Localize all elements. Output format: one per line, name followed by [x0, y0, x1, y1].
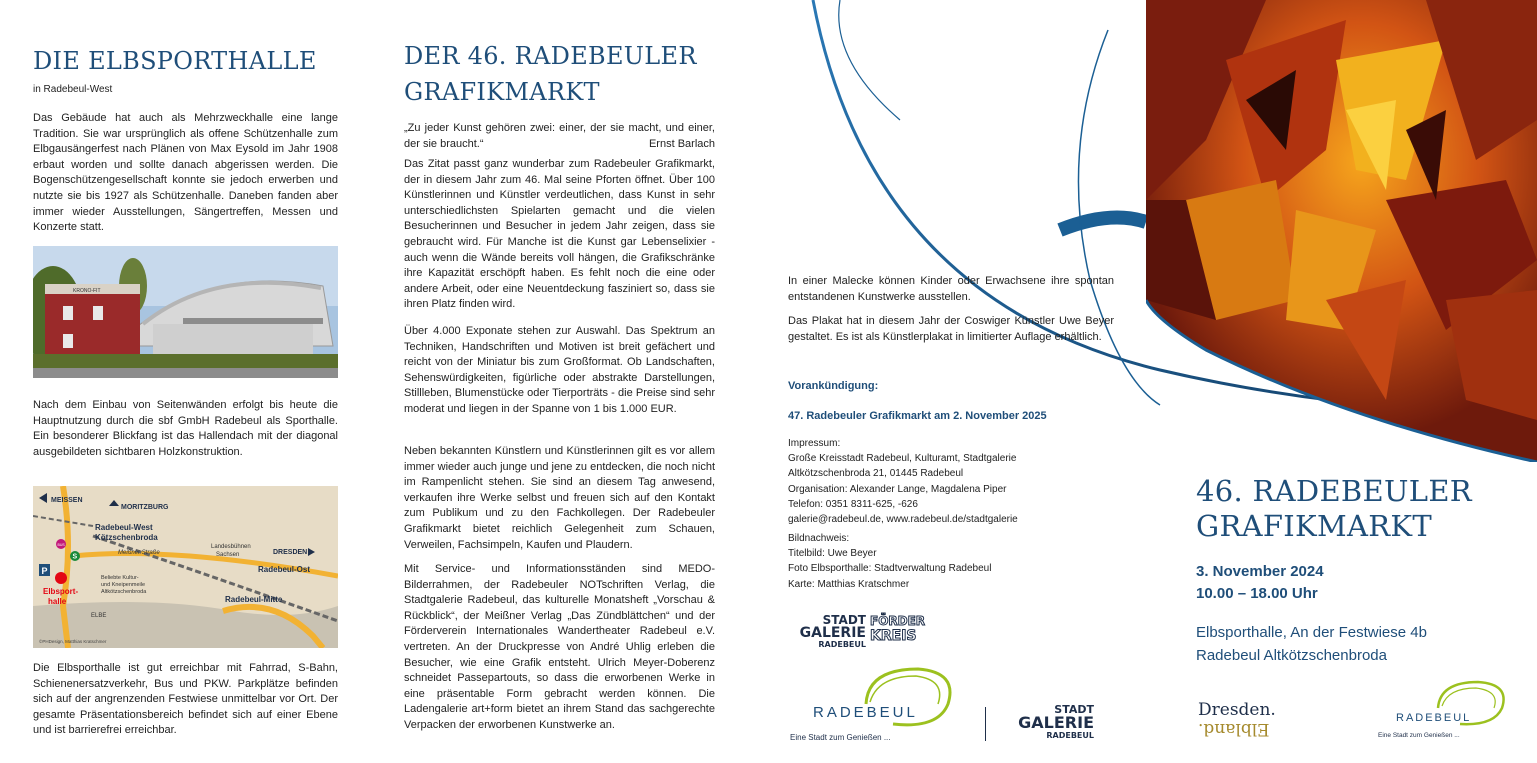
map-label-meissen: MEISSEN: [51, 497, 83, 504]
elbsporthalle-photo: [33, 246, 338, 378]
elbsporthalle-subtitle: in Radebeul-West: [33, 84, 113, 95]
grafikmarkt-title: DER 46. RADEBEULER GRAFIKMARKT: [404, 42, 697, 106]
photo-sign-text: KRONO-FIT: [73, 288, 101, 294]
impressum-line: galerie@radebeul.de, www.radebeul.de/stadtgalerie: [788, 514, 1018, 526]
impressum-line: Altkötzschenbroda 21, 01445 Radebeul: [788, 468, 964, 480]
svg-text:S: S: [72, 553, 78, 561]
map-label-radebeul-ost: Radebeul-Ost: [258, 565, 311, 574]
dresden-elbland-logo: [1196, 700, 1296, 742]
elbland-wordmark: Elbland.: [1198, 719, 1270, 739]
map-label-kultur-2: und Kneipenmeile: [101, 582, 146, 588]
elbsporthalle-title: DIE ELBSPORTHALLE: [33, 47, 317, 75]
logo-radebeul-text: RADEBEUL: [818, 640, 866, 649]
logo-galerie-text: GALERIE: [799, 625, 866, 641]
arc-small: [839, 0, 900, 120]
radebeul-wordmark: RADEBEUL: [1396, 712, 1472, 724]
cover-title: 46. RADEBEULER GRAFIKMARKT: [1196, 474, 1472, 543]
arc-band: [1060, 218, 1146, 231]
malecke-paragraph: In einer Malecke können Kinder oder Erwachsene ihre spontan entstandenen Kunstwerke ausstellen.: [788, 275, 1114, 303]
map-label-dresden: DRESDEN: [273, 549, 308, 556]
map-label-kultur-1: Beliebte Kultur-: [101, 575, 139, 581]
map-label-sachsen: Sachsen: [216, 552, 240, 558]
radebeul-logo-right: [1376, 678, 1516, 742]
impressum-block: [788, 436, 1118, 527]
logo-stadt-text: STADT: [822, 613, 866, 627]
map-label-meissner-strasse: Meißner Straße: [118, 550, 160, 556]
logo-foerder-text: FÖRDER: [870, 614, 926, 628]
bildnachweis-line: Titelbild: Uwe Beyer: [788, 548, 877, 560]
bildnachweis-line: Karte: Matthias Kratschmer: [788, 578, 910, 590]
radebeul-logo-middle: [788, 664, 963, 744]
radebeul-wordmark: RADEBEUL: [813, 704, 918, 721]
radebeul-tagline: Eine Stadt zum Genießen ...: [790, 733, 891, 742]
impressum-line: Impressum:: [788, 438, 841, 449]
elbsporthalle-history-paragraph: Das Gebäude hat auch als Mehrzweckhalle eine lange Tradition. Sie war ursprünglich als offene Schützenhalle zum Elbgausängerfest nach Plänen von Max Eysold im Jahr 1908 erbaut worden und sollte danach abgerissen werden. Die Bogenschützengesellschaft konnte sie jedoch erwerben und nutzte sie bis 1927 als Schützenhalle. Daneben fanden aber immer wieder Ausstellungen, Sängertreffen, Messen und Konzerte statt.: [33, 112, 338, 234]
stadtgalerie-foerderkreis-logo: [790, 614, 940, 654]
svg-text:BUS: BUS: [57, 543, 65, 547]
map-venue-marker: [55, 572, 67, 584]
preview-label: Vorankündigung:: [788, 380, 879, 392]
event-venue: [1196, 621, 1427, 667]
map-label-elbsporthalle-1: Elbsport-: [43, 587, 79, 596]
map-credit: ©PHDesign, Matthias Kratschmer: [39, 639, 107, 644]
venue-line-1: Elbsporthalle, An der Festwiese 4b: [1196, 624, 1427, 641]
grafikmarkt-artists-paragraph: Neben bekannten Künstlern und Künstlerinnen gilt es vor allem immer wieder auch junge und jene zu entdecken, die noch nicht im Rampenlicht stehen. Sie sind an diesem Tag anwesend, verkaufen ihre Werke selbst und freuen sich auf den Kontakt zum Publikum und zu den Fachkollegen. Der Radebeuler Grafikmarkt bietet reichlich Gelegenheit zum Schauen, Verweilen, Fachsimpeln, Kaufen und Plaudern.: [404, 445, 715, 551]
title-artwork: [1146, 0, 1537, 462]
logo-divider: [985, 707, 986, 741]
barlach-quote: [404, 121, 715, 152]
map-label-elbsporthalle-2: halle: [48, 597, 67, 606]
radebeul-tagline: Eine Stadt zum Genießen ...: [1378, 732, 1460, 739]
quote-text: „Zu jeder Kunst gehören zwei: einer, der sie macht, und einer, der sie braucht.“: [404, 122, 715, 150]
impressum-line: Organisation: Alexander Lange, Magdalena Piper: [788, 483, 1007, 495]
grafikmarkt-intro-paragraph: Das Zitat passt ganz wunderbar zum Radebeuler Grafikmarkt, der in diesem Jahr zum 46. Mal seine Pforten öffnet. Über 100 Künstlerinnen und Künstler verdeutlichen, dass Kunst in sehr unterschiedlichsten Spielarten gemacht und die vielen Besucherinnen und Besucher in jedem Jahr zeigen, dass sie gebraucht wird. Für Manche ist die Kunst gar Lebenselixier - auch wenn die Wände bereits voll hängen, die Grafikschränke ihre Kapazität erschöpft haben. Es fehlt noch die eine oder andere Arbeit, oder eine Neuentdeckung fasziniert so, dass sie ihren Platz finden wird.: [404, 158, 715, 311]
impressum-line: Telefon: 0351 8311-625, -626: [788, 498, 918, 510]
map-label-radebeul-mitte: Radebeul-Mitte: [225, 595, 283, 604]
elbsporthalle-access-paragraph: Die Elbsporthalle ist gut erreichbar mit Fahrrad, S-Bahn, Schienenersatzverkehr, Bus und PKW. Parkplätze befinden sich auf der angrenzenden Festwiese unmittelbar vor Ort. Der gesamte Präsentationsbereich befindet sich auf einer Ebene und ist barrierefrei erreichbar.: [33, 662, 338, 737]
poster-paragraph: Das Plakat hat in diesem Jahr der Coswiger Künstler Uwe Beyer gestaltet. Es ist als Künstlerplakat in limitierter Auflage erhältlich.: [788, 315, 1114, 343]
bildnachweis-line: Bildnachweis:: [788, 533, 850, 544]
map-label-kultur-3: Altkötzschenbroda: [101, 589, 147, 595]
dresden-wordmark: Dresden.: [1198, 700, 1276, 720]
grafikmarkt-exhibits-paragraph: Über 4.000 Exponate stehen zur Auswahl. Das Spektrum an Techniken, Handschriften und Motiven ist breit gefächert und reicht von der Miniatur bis zum Großformat. Ob Landschaften, Sehenswürdigkeiten, figürliche oder abstrakte Darstellungen, Stillleben, Blumenstücke oder Tierporträts - die Preise sind sehr moderat und liegen in der Spanne von 1 bis 1.000 EUR.: [404, 325, 715, 415]
quote-author: Ernst Barlach: [648, 137, 715, 150]
bildnachweis-line: Foto Elbsporthalle: Stadtverwaltung Radebeul: [788, 563, 992, 575]
preview-value: 47. Radebeuler Grafikmarkt am 2. November 2025: [788, 410, 1047, 422]
stadtgalerie-radebeul-text: RADEBEUL: [1046, 731, 1094, 740]
location-map: [33, 486, 338, 648]
venue-line-2: Radebeul Altkötzschenbroda: [1196, 647, 1387, 664]
svg-text:P: P: [41, 566, 48, 576]
stadtgalerie-galerie-text: GALERIE: [1018, 713, 1094, 732]
map-label-elbe: ELBE: [91, 613, 107, 619]
bildnachweis-block: [788, 531, 1118, 592]
grafikmarkt-services-paragraph: Mit Service- und Informationsständen sind MEDO-Bilderrahmen, der Radebeuler NOTschriften Verlag, die Stadtgalerie Radebeul, das kulturelle Monatsheft „Vorschau & Rückblick“, der Meißner Verlag „Das Zündblättchen“ und der Förderverein Internationales Wandertheater Radebeul e.V. vertreten. An der Druckpresse von André Uhlig erleben die Besucher, wie eine Grafik entsteht. Ulrich Meyer-Doberenz schneidet Passepartouts, so dass die erworbenen Werke in eine präsentable Form gebracht werden können. Die Ladengalerie art+form bietet an ihrem Stand das sachgerechte Verpacken der erworbenen Kunstwerke an.: [404, 563, 715, 731]
logo-kreis-text: KREIS: [870, 628, 917, 644]
stadtgalerie-stadt-text: STADT: [1054, 703, 1094, 716]
elbsporthalle-usage-paragraph: Nach dem Einbau von Seitenwänden erfolgt bis heute die Hauptnutzung durch die sbf GmbH Radebeul als Sporthalle. Ein besonderer Blickfang ist das Hallendach mit der diagonal ausgebildeten sichtbaren Holzkonstruktion.: [33, 399, 338, 458]
map-label-koetzschenbroda: Kötzschenbroda: [95, 533, 158, 542]
event-date: 3. November 2024: [1196, 563, 1324, 580]
stadtgalerie-logo: [1010, 704, 1100, 744]
event-time: 10.00 – 18.00 Uhr: [1196, 585, 1318, 602]
map-label-landesbuehnen: Landesbühnen: [211, 544, 251, 550]
map-label-moritzburg: MORITZBURG: [121, 504, 169, 511]
impressum-line: Große Kreisstadt Radebeul, Kulturamt, Stadtgalerie: [788, 453, 1017, 465]
map-label-radebeul-west: Radebeul-West: [95, 523, 153, 532]
